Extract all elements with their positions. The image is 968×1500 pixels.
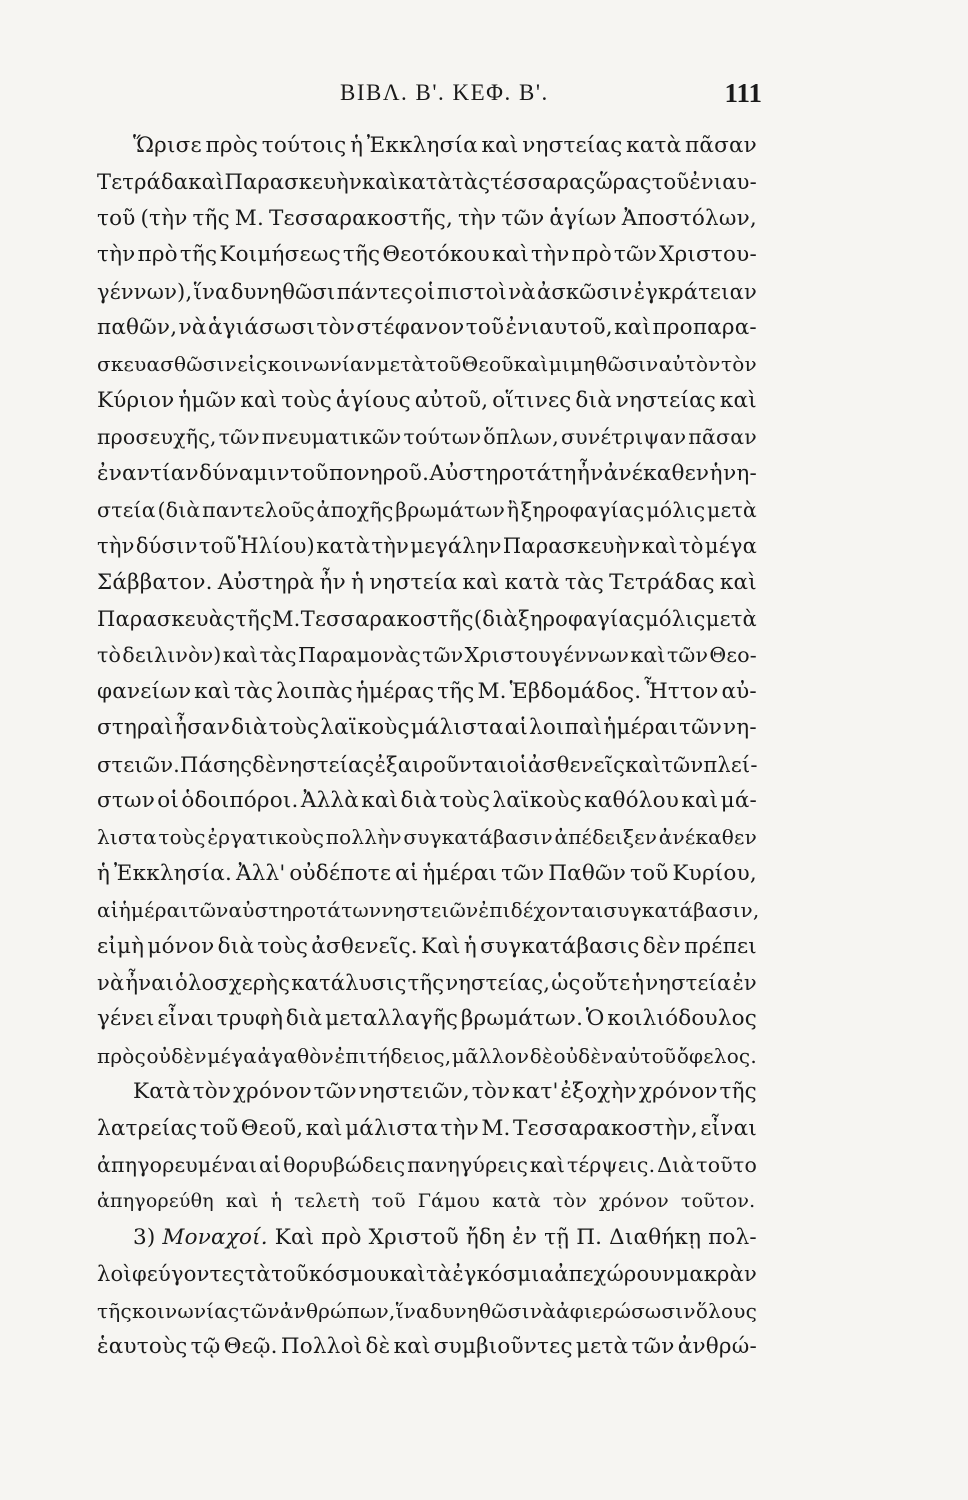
text-line: ἀπηγορευμέναι αἱ θορυβώδεις πανηγύρεις καὶ τέρψεις. Διὰ τοῦτο — [97, 1152, 757, 1177]
text-line: Σάββατον. Αὐστηρὰ ἦν ἡ νηστεία καὶ κατὰ τὰς Τετράδας καὶ — [97, 569, 757, 595]
text-line: τοῦ (τὴν τῆς Μ. Τεσσαρακοστῆς, τὴν τῶν ἁγίων Ἀποστόλων, — [97, 205, 757, 231]
text-line: τὸ δειλινὸν) καὶ τὰς Παραμονὰς τῶν Χριστουγέννων καὶ τῶν Θεο- — [97, 643, 757, 668]
text-line: γένει εἶναι τρυφὴ διὰ μεταλλαγῆς βρωμάτων. Ὁ κοιλιόδουλος — [97, 1006, 757, 1032]
text-line: ἐναντίαν δύναμιν τοῦ πονηροῦ. Αὐστηροτάτη ἦν ἀνέκαθεν ἡ νη- — [97, 460, 757, 486]
body-text — [97, 128, 760, 1365]
text-line: τὴν πρὸ τῆς Κοιμήσεως τῆς Θεοτόκου καὶ τὴν πρὸ τῶν Χριστου- — [97, 242, 757, 268]
page-header — [0, 76, 968, 116]
page-number: 111 — [724, 78, 762, 108]
text-line: σκευασθῶσιν εἰς κοινωνίαν μετὰ τοῦ Θεοῦ καὶ μιμηθῶσιν αὐτὸν τὸν — [97, 352, 757, 377]
text-line: παθῶν, νὰ ἁγιάσωσι τὸν στέφανον τοῦ ἐνιαυτοῦ, καὶ προπαρα- — [97, 314, 757, 340]
running-head: ΒΙΒΛ. Β'. ΚΕΦ. Β'. — [340, 80, 549, 105]
text-line: Ὥρισε πρὸς τούτοις ἡ Ἐκκλησία καὶ νηστείας κατὰ πᾶσαν — [133, 133, 757, 158]
text-line: αἱ ἡμέραι τῶν αὐστηροτάτων νηστειῶν ἐπιδέχονται συγκατάβασιν, — [97, 898, 760, 923]
text-line: πρὸς οὐδὲν μέγα ἀγαθὸν ἐπιτήδειος, μᾶλλον δὲ οὐδὲν αὐτοῦ ὄφελος. — [97, 1043, 757, 1068]
text-line: λατρείας τοῦ Θεοῦ, καὶ μάλιστα τὴν Μ. Τεσσαρακοστὴν, εἶναι — [97, 1115, 757, 1141]
text-line: στειῶν. Πάσης δὲ νηστείας ἐξαιροῦνται οἱ ἀσθενεῖς καὶ τῶν πλεί- — [97, 752, 758, 777]
text-line: τὴν δύσιν τοῦ Ἡλίου) κατὰ τὴν μεγάλην Παρασκευὴν καὶ τὸ μέγα — [97, 534, 757, 559]
text-line: ἡ Ἐκκλησία. Ἀλλ' οὐδέποτε αἱ ἡμέραι τῶν Παθῶν τοῦ Κυρίου, — [97, 860, 757, 886]
text-line: νὰ ἦναι ὁλοσχερὴς κατάλυσις τῆς νηστείας, ὡς οὔτε ἡ νηστεία ἐν — [97, 970, 757, 995]
text-line: Παρασκευὰς τῆς Μ. Τεσσαρακοστῆς (διὰ ξηροφαγίας μόλις μετὰ — [97, 607, 757, 632]
text-line: ἀπηγορεύθη καὶ ἡ τελετὴ τοῦ Γάμου κατὰ τὸν χρόνον τοῦτον. — [97, 1190, 756, 1213]
text-line: εἰμὴ μόνον διὰ τοὺς ἀσθενεῖς. Καὶ ἡ συγκατάβασις δὲν πρέπει — [97, 933, 757, 959]
text-line: στων οἱ ὁδοιπόροι. Ἀλλὰ καὶ διὰ τοὺς λαϊκοὺς καθόλου καὶ μά- — [97, 788, 757, 814]
text-line: Κατὰ τὸν χρόνον τῶν νηστειῶν, τὸν κατ' ἐξοχὴν χρόνον τῆς — [133, 1079, 757, 1105]
text-line: Τετράδα καὶ Παρασκευὴν καὶ κατὰ τὰς τέσσαρας ὥρας τοῦ ἐνιαυ- — [97, 170, 757, 195]
text-line: 3) Μοναχοί. Καὶ πρὸ Χριστοῦ ἤδη ἐν τῇ Π. Διαθήκῃ πολ- — [133, 1224, 757, 1250]
text-line: στεία (διὰ παντελοῦς ἀποχῆς βρωμάτων ἢ ξηροφαγίας μόλις μετὰ — [97, 497, 757, 522]
text-line: τῆς κοινωνίας τῶν ἀνθρώπων, ἵνα δυνηθῶσι νὰ ἀφιερώσωσιν ὅλους — [97, 1298, 757, 1323]
text-line: φανείων καὶ τὰς λοιπὰς ἡμέρας τῆς Μ. Ἑβδομάδος. Ἧττον αὐ- — [97, 678, 757, 704]
text-line: προσευχῆς, τῶν πνευματικῶν τούτων ὅπλων, συνέτριψαν πᾶσαν — [97, 425, 757, 450]
text-line: Κύριον ἡμῶν καὶ τοὺς ἁγίους αὐτοῦ, οἵτινες διὰ νηστείας καὶ — [97, 387, 757, 413]
text-line: γέννων), ἵνα δυνηθῶσι πάντες οἱ πιστοὶ νὰ ἀσκῶσιν ἐγκράτειαν — [97, 279, 757, 304]
text-line: στηραὶ ἦσαν διὰ τοὺς λαϊκοὺς μάλιστα αἱ λοιπαὶ ἡμέραι τῶν νη- — [97, 715, 757, 741]
text-line: λοὶ φεύγοντες τὰ τοῦ κόσμου καὶ τὰ ἐγκόσμια ἀπεχώρουν μακρὰν — [97, 1262, 757, 1287]
text-line: λιστα τοὺς ἐργατικοὺς πολλὴν συγκατάβασιν ἀπέδειξεν ἀνέκαθεν — [97, 825, 757, 850]
text-line: ἑαυτοὺς τῷ Θεῷ. Πολλοὶ δὲ καὶ συμβιοῦντες μετὰ τῶν ἀνθρώ- — [97, 1333, 757, 1359]
